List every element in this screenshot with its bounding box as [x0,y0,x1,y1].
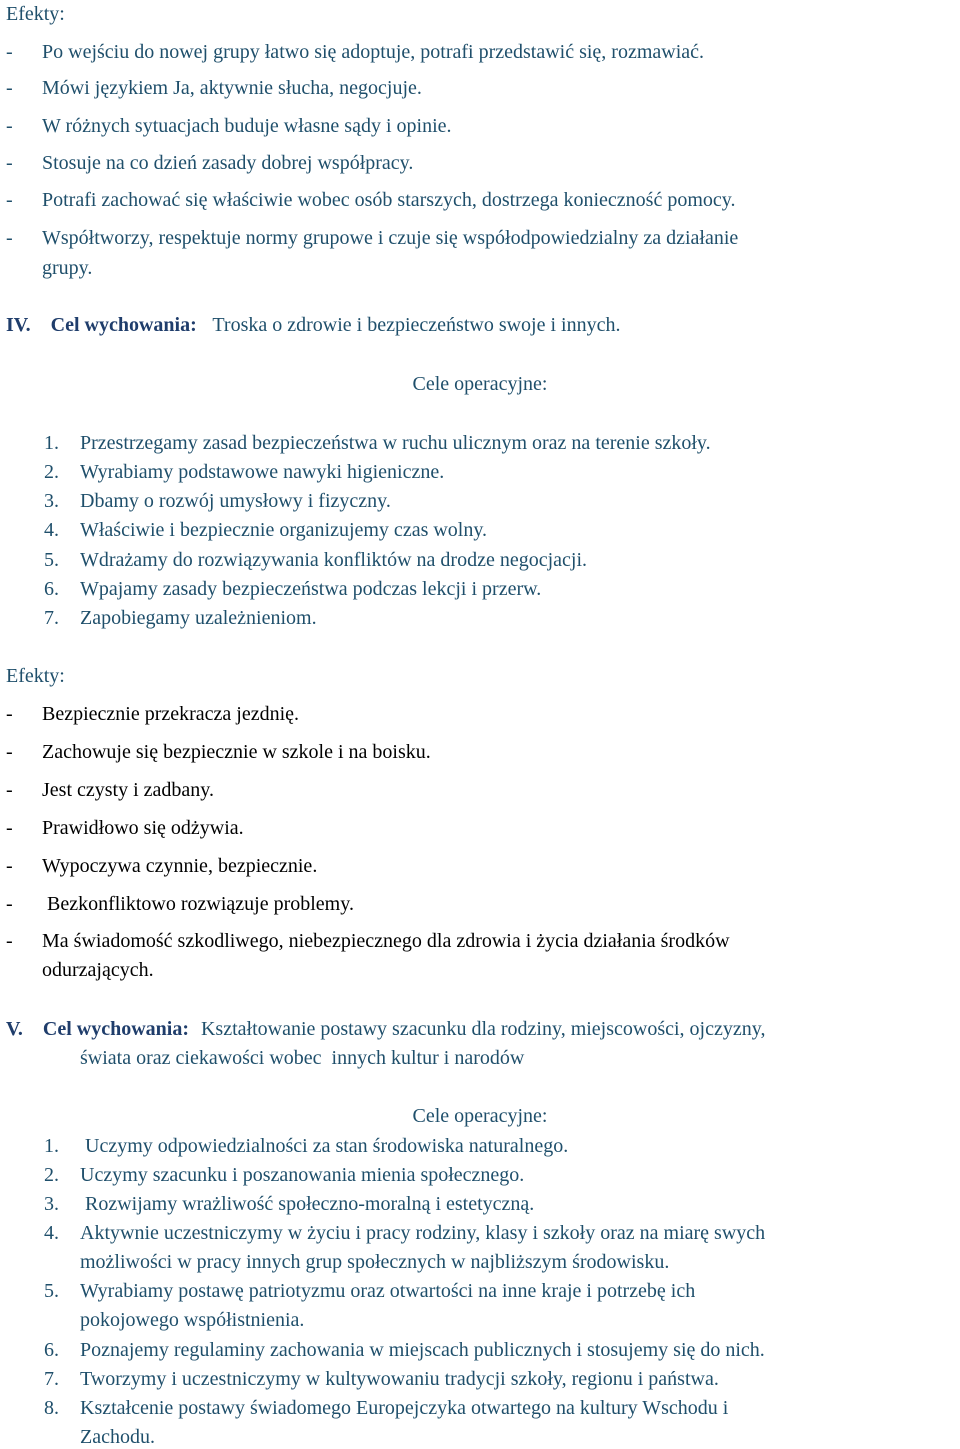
section-title-continuation: świata oraz ciekawości wobec innych kultur i narodów [80,1047,525,1069]
section-title: Troska o zdrowie i bezpieczeństwo swoje i innych. [212,314,621,336]
bullet-dash: - [6,893,13,915]
bullet-dash: - [6,930,13,952]
bullet-dash: - [6,115,13,137]
effects-heading: Efekty: [6,665,65,687]
goals-heading: Cele operacyjne: [412,373,548,395]
goals-heading: Cele operacyjne: [412,1105,548,1127]
section-title: Kształtowanie postawy szacunku dla rodziny, miejscowości, ojczyzny, [200,1018,766,1040]
bullet-dash: - [6,41,13,63]
effect-item-continuation: grupy. [42,257,93,279]
effects-heading: Efekty: [6,3,65,25]
bullet-dash: - [6,152,13,174]
bullet-dash: - [6,855,13,877]
bullet-dash: - [6,77,13,99]
section-roman: IV. [6,314,31,336]
bullet-dash: - [6,189,13,211]
section-roman: V. [6,1018,23,1040]
section-heading [6,313,620,337]
goal-item-continuation: Zachodu. [80,1426,155,1448]
bullet-dash: - [6,779,13,801]
section-heading [6,1017,765,1041]
section-label: Cel wychowania: [50,314,197,336]
effect-item-continuation: odurzających. [42,959,154,981]
section-label: Cel wychowania: [42,1018,189,1040]
bullet-dash: - [6,703,13,725]
bullet-dash: - [6,817,13,839]
bullet-dash: - [6,227,13,249]
bullet-dash: - [6,741,13,763]
goal-item-continuation: możliwości w pracy innych grup społecznych w najbliższym środowisku. [80,1251,670,1273]
goal-item-continuation: pokojowego współistnienia. [80,1309,305,1331]
